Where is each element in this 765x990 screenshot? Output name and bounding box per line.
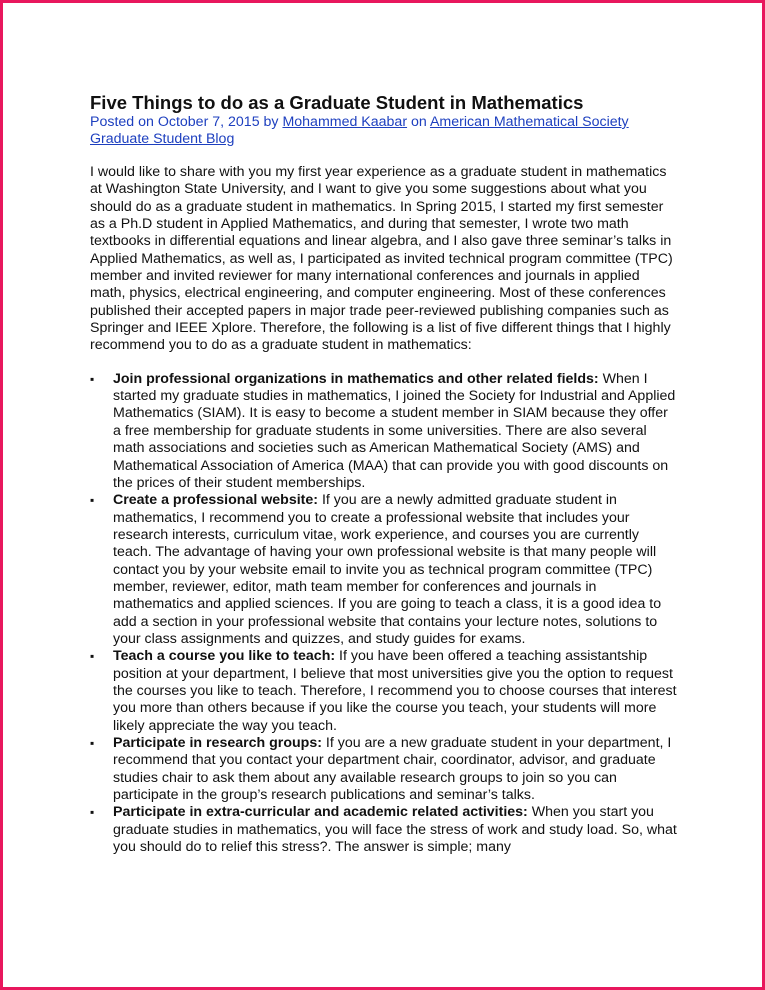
intro-paragraph: I would like to share with you my first year experience as a graduate student in mathematics at Washington State University, and I want to give you some suggestions about what you should do as a graduate student in mathematics. In Spring 2015, I started my first semester as a Ph.D student in Applied Mathematics, and during that semester, I wrote two math textbooks in differential equations and linear algebra, and I also gave three seminar’s talks in Applied Mathematics, as well as, I participated as invited technical program committee (TPC) member and invited reviewer for many international conferences and journals in applied math, physics, electrical engineering, and computer engineering. Most of these conferences published their accepted papers in major trade peer-reviewed publishing companies such as Springer and IEEE Xplore. Therefore, the following is a list of five different things that I highly recommend you to do as a graduate student in mathematics: (90, 164, 673, 354)
item-text: If you are a newly admitted graduate student in mathematics, I recommend you to create a professional website that includes your research interests, curriculum vitae, work experience, and courses you are currently teach. The advantage of having your own professional website is that many people will contact you by your website email to invite you as technical program committee (TPC) member, reviewer, editor, math team member for conferences and journals in mathematics and applied sciences. If you are going to teach a class, it is a good idea to add a section in your professional website that contains your lecture notes, solutions to your class assignments and quizzes, and study guides for exams. (113, 492, 662, 647)
list-item (90, 371, 678, 492)
on-text: on (407, 114, 430, 130)
item-text: When you start you graduate studies in mathematics, you will face the stress of work and study load. So, what you should do to relief this stress?. The answer is simple; many (113, 804, 677, 856)
blog-link[interactable]: American Mathematical Society Graduate Student Blog (90, 114, 629, 147)
recommendation-list (90, 371, 678, 857)
list-item (90, 648, 678, 735)
author-link[interactable]: Mohammed Kaabar (282, 114, 408, 130)
posted-date: Posted on October 7, 2015 by (90, 114, 283, 130)
bullet-icon: ▪ (90, 736, 95, 750)
item-text: When I started my graduate studies in mathematics, I joined the Society for Industrial and Applied Mathematics (SIAM). It is easy to become a student member in SIAM because they offer a free membership for graduate students in some universities. There are also several math associations and societies such as American Mathematical Society (AMS) and Mathematical Association of America (MAA) that can provide you with good discounts on the prices of their student memberships. (113, 370, 676, 491)
bullet-icon: ▪ (90, 805, 95, 820)
bullet-icon: ▪ (90, 649, 95, 664)
item-heading: Join professional organizations in mathematics and other related fields: (113, 370, 599, 387)
item-text: If you have been offered a teaching assistantship position at your department, I believe that most universities give you the option to request the courses you like to teach. Therefore, I recommend you to choose courses that interest you more than others because if you like the course you teach, your students will more likely appreciate the way you teach. (113, 648, 677, 734)
item-heading: Participate in research groups: (113, 735, 322, 751)
bullet-icon: ▪ (90, 493, 95, 508)
list-item (90, 492, 678, 648)
item-heading: Teach a course you like to teach: (113, 648, 336, 665)
item-heading: Participate in extra-curricular and academic related activities: (113, 804, 528, 821)
item-heading: Create a professional website: (113, 492, 318, 509)
bullet-icon: ▪ (90, 371, 95, 386)
list-item (90, 804, 678, 856)
list-item (90, 735, 678, 804)
post-meta (90, 114, 678, 148)
item-text: If you are a new graduate student in your department, I recommend that you contact your department chair, coordinator, advisor, and graduate studies chair to ask them about any available research groups to join so you can participate in the group’s research publications and seminar’s talks. (113, 735, 672, 804)
article-title: Five Things to do as a Graduate Student in Mathematics (90, 92, 584, 113)
document-page (90, 92, 678, 856)
